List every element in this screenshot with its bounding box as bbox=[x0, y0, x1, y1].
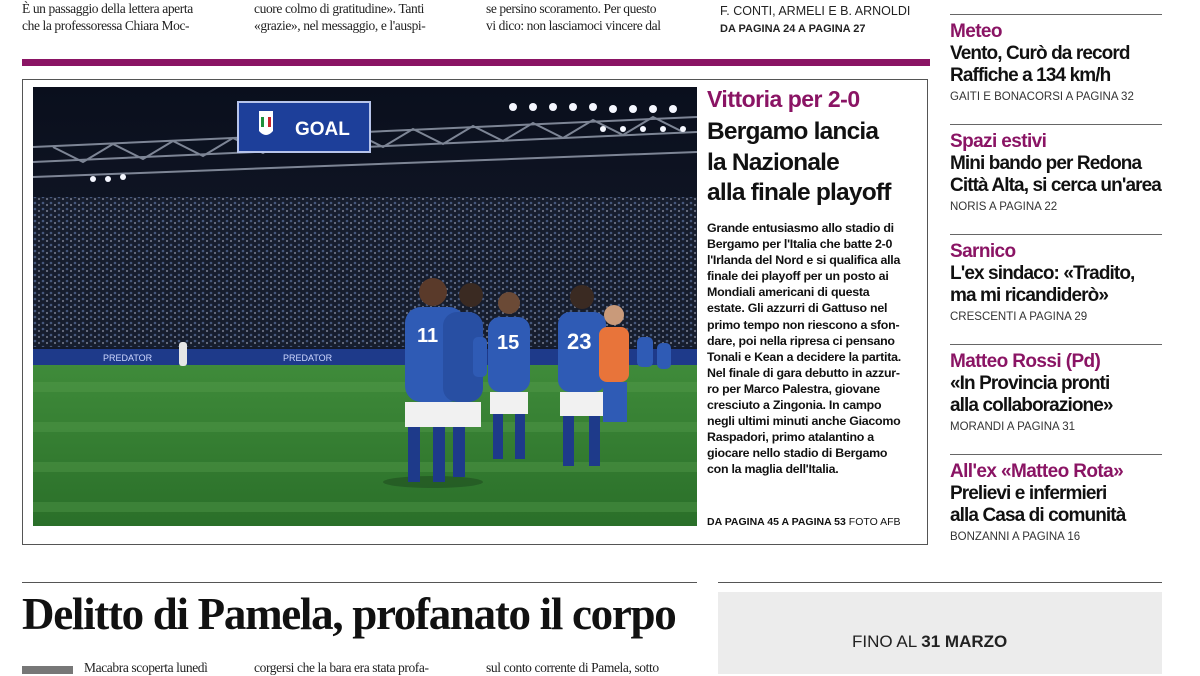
lead-body-line: Raspadori, primo atalantino a bbox=[707, 430, 874, 445]
lead-headline-line: alla finale playoff bbox=[707, 179, 891, 206]
sidebar-title-line: alla collaborazione» bbox=[950, 395, 1113, 416]
svg-text:11: 11 bbox=[417, 325, 439, 347]
bottom-snippet-col3: sul conto corrente di Pamela, sotto bbox=[486, 660, 659, 675]
svg-text:PREDATOR: PREDATOR bbox=[103, 353, 153, 363]
lead-body-line: Nel finale di gara debutto in azzur- bbox=[707, 365, 900, 380]
lead-headline-line: la Nazionale bbox=[707, 148, 840, 176]
sidebar-kicker: Meteo bbox=[950, 21, 1002, 42]
sidebar-byline: MORANDI A PAGINA 31 bbox=[950, 421, 1076, 433]
sidebar-title-line: Città Alta, si cerca un'area bbox=[950, 175, 1161, 196]
svg-text:23: 23 bbox=[567, 329, 592, 354]
sidebar-item-meteo[interactable] bbox=[950, 21, 1170, 103]
svg-text:PREDATOR: PREDATOR bbox=[283, 353, 333, 363]
top-byline-pages[interactable]: DA PAGINA 24 A PAGINA 27 bbox=[720, 23, 866, 35]
bottom-headline[interactable]: Delitto di Pamela, profanato il corpo bbox=[22, 589, 676, 639]
sidebar-item-matteo-rossi[interactable] bbox=[950, 351, 1170, 433]
svg-text:15: 15 bbox=[497, 332, 520, 354]
sidebar-title-line: Mini bando per Redona bbox=[950, 153, 1142, 174]
lead-body-line: l'Irlanda del Nord e si qualifica alla bbox=[707, 253, 901, 268]
sidebar-title-line: alla Casa di comunità bbox=[950, 505, 1126, 526]
lead-headline-line: Bergamo lancia bbox=[707, 118, 879, 145]
sidebar-title-line: Vento, Curò da record bbox=[950, 43, 1130, 64]
ad-prefix: FINO AL bbox=[852, 632, 922, 651]
lead-photo[interactable] bbox=[33, 87, 697, 526]
sidebar-kicker: Spazi estivi bbox=[950, 131, 1047, 152]
sidebar-divider bbox=[950, 124, 1162, 125]
sidebar-divider bbox=[950, 344, 1162, 345]
sidebar-item-matteo-rota[interactable] bbox=[950, 461, 1170, 543]
lead-body-line: Bergamo per l'Italia che batte 2-0 bbox=[707, 237, 893, 252]
stadium-photo-illustration bbox=[33, 87, 697, 526]
sidebar-item-spazi-estivi[interactable] bbox=[950, 131, 1170, 213]
top-snippet-col2-line2: «grazie», nel messaggio, e l'auspi- bbox=[254, 18, 426, 33]
top-snippet-col3-line2: vi dico: non lasciamoci vincere dal bbox=[486, 18, 661, 33]
lead-body-line: con la maglia dell'Italia. bbox=[707, 462, 839, 477]
sidebar-divider bbox=[950, 454, 1162, 455]
sidebar-divider bbox=[950, 14, 1162, 15]
sidebar-kicker: Sarnico bbox=[950, 241, 1016, 262]
sidebar-title-line: Prelievi e infermieri bbox=[950, 483, 1107, 504]
lead-body-line: Mondiali americani di questa bbox=[707, 285, 870, 300]
lead-body-line: giocare nello stadio di Bergamo bbox=[707, 446, 888, 461]
top-snippet-col1-line1: È un passaggio della lettera aperta bbox=[22, 1, 193, 16]
lead-body-line: estate. Gli azzurri di Gattuso nel bbox=[707, 301, 888, 316]
sidebar-title-line: ma mi ricandiderò» bbox=[950, 285, 1109, 306]
sidebar-divider bbox=[950, 234, 1162, 235]
top-snippet-col1-line2: che la professoressa Chiara Moc- bbox=[22, 18, 190, 33]
bottom-snippet-col1: Macabra scoperta lunedì bbox=[84, 660, 208, 675]
top-byline-authors: F. CONTI, ARMELI E B. ARNOLDI bbox=[720, 4, 911, 18]
lead-body-line: negli ultimi minuti anche Giacomo bbox=[707, 414, 901, 429]
section-divider-bar bbox=[22, 59, 930, 66]
photo-credit: FOTO AFB bbox=[848, 516, 901, 528]
sidebar-title-line: «In Provincia pronti bbox=[950, 373, 1110, 394]
lead-body-line: Tonali e Kean a decidere la partita. bbox=[707, 349, 901, 364]
lead-body-line: primo tempo non riescono a sfon- bbox=[707, 317, 900, 332]
goal-sign-text: GOAL bbox=[295, 119, 350, 140]
sidebar-byline: BONZANNI A PAGINA 16 bbox=[950, 531, 1081, 543]
sidebar-byline: GAITI E BONACORSI A PAGINA 32 bbox=[950, 91, 1134, 103]
goal-sign bbox=[238, 102, 370, 152]
top-byline bbox=[720, 2, 910, 38]
lead-credit bbox=[707, 516, 901, 528]
bottom-divider-right bbox=[718, 582, 1162, 583]
lead-body-line: dare, poi nella ripresa ci pensano bbox=[707, 333, 895, 348]
bottom-snippet-col2: corgersi che la bara era stata profa- bbox=[254, 660, 429, 675]
advertisement-text bbox=[852, 632, 1007, 652]
bottom-lead-marker bbox=[22, 666, 73, 674]
bottom-divider-left bbox=[22, 582, 697, 583]
sidebar-title-line: Raffiche a 134 km/h bbox=[950, 65, 1111, 86]
sidebar-item-sarnico[interactable] bbox=[950, 241, 1170, 323]
sidebar-byline: CRESCENTI A PAGINA 29 bbox=[950, 311, 1088, 323]
lead-body-line: cresciuto a Zingonia. In campo bbox=[707, 398, 882, 413]
lead-kicker: Vittoria per 2-0 bbox=[707, 86, 860, 112]
sidebar-byline: NORIS A PAGINA 22 bbox=[950, 201, 1058, 213]
lead-headline[interactable] bbox=[707, 117, 927, 209]
lead-body-text bbox=[707, 220, 922, 478]
top-snippet-col2-line1: cuore colmo di gratitudine». Tanti bbox=[254, 1, 425, 16]
sidebar-title-line: L'ex sindaco: «Tradito, bbox=[950, 263, 1135, 284]
sidebar-kicker: Matteo Rossi (Pd) bbox=[950, 351, 1101, 372]
ad-date: 31 MARZO bbox=[921, 632, 1008, 651]
lead-pages-link[interactable]: DA PAGINA 45 A PAGINA 53 bbox=[707, 516, 846, 528]
lead-body-line: finale dei playoff per un posto ai bbox=[707, 269, 889, 284]
top-snippet-col3-line1: se persino scoramento. Per questo bbox=[486, 1, 657, 16]
lead-body-line: Grande entusiasmo allo stadio di bbox=[707, 221, 894, 235]
lead-body-line: ro per Marco Palestra, giovane bbox=[707, 381, 880, 396]
sidebar-kicker: All'ex «Matteo Rota» bbox=[950, 461, 1124, 482]
